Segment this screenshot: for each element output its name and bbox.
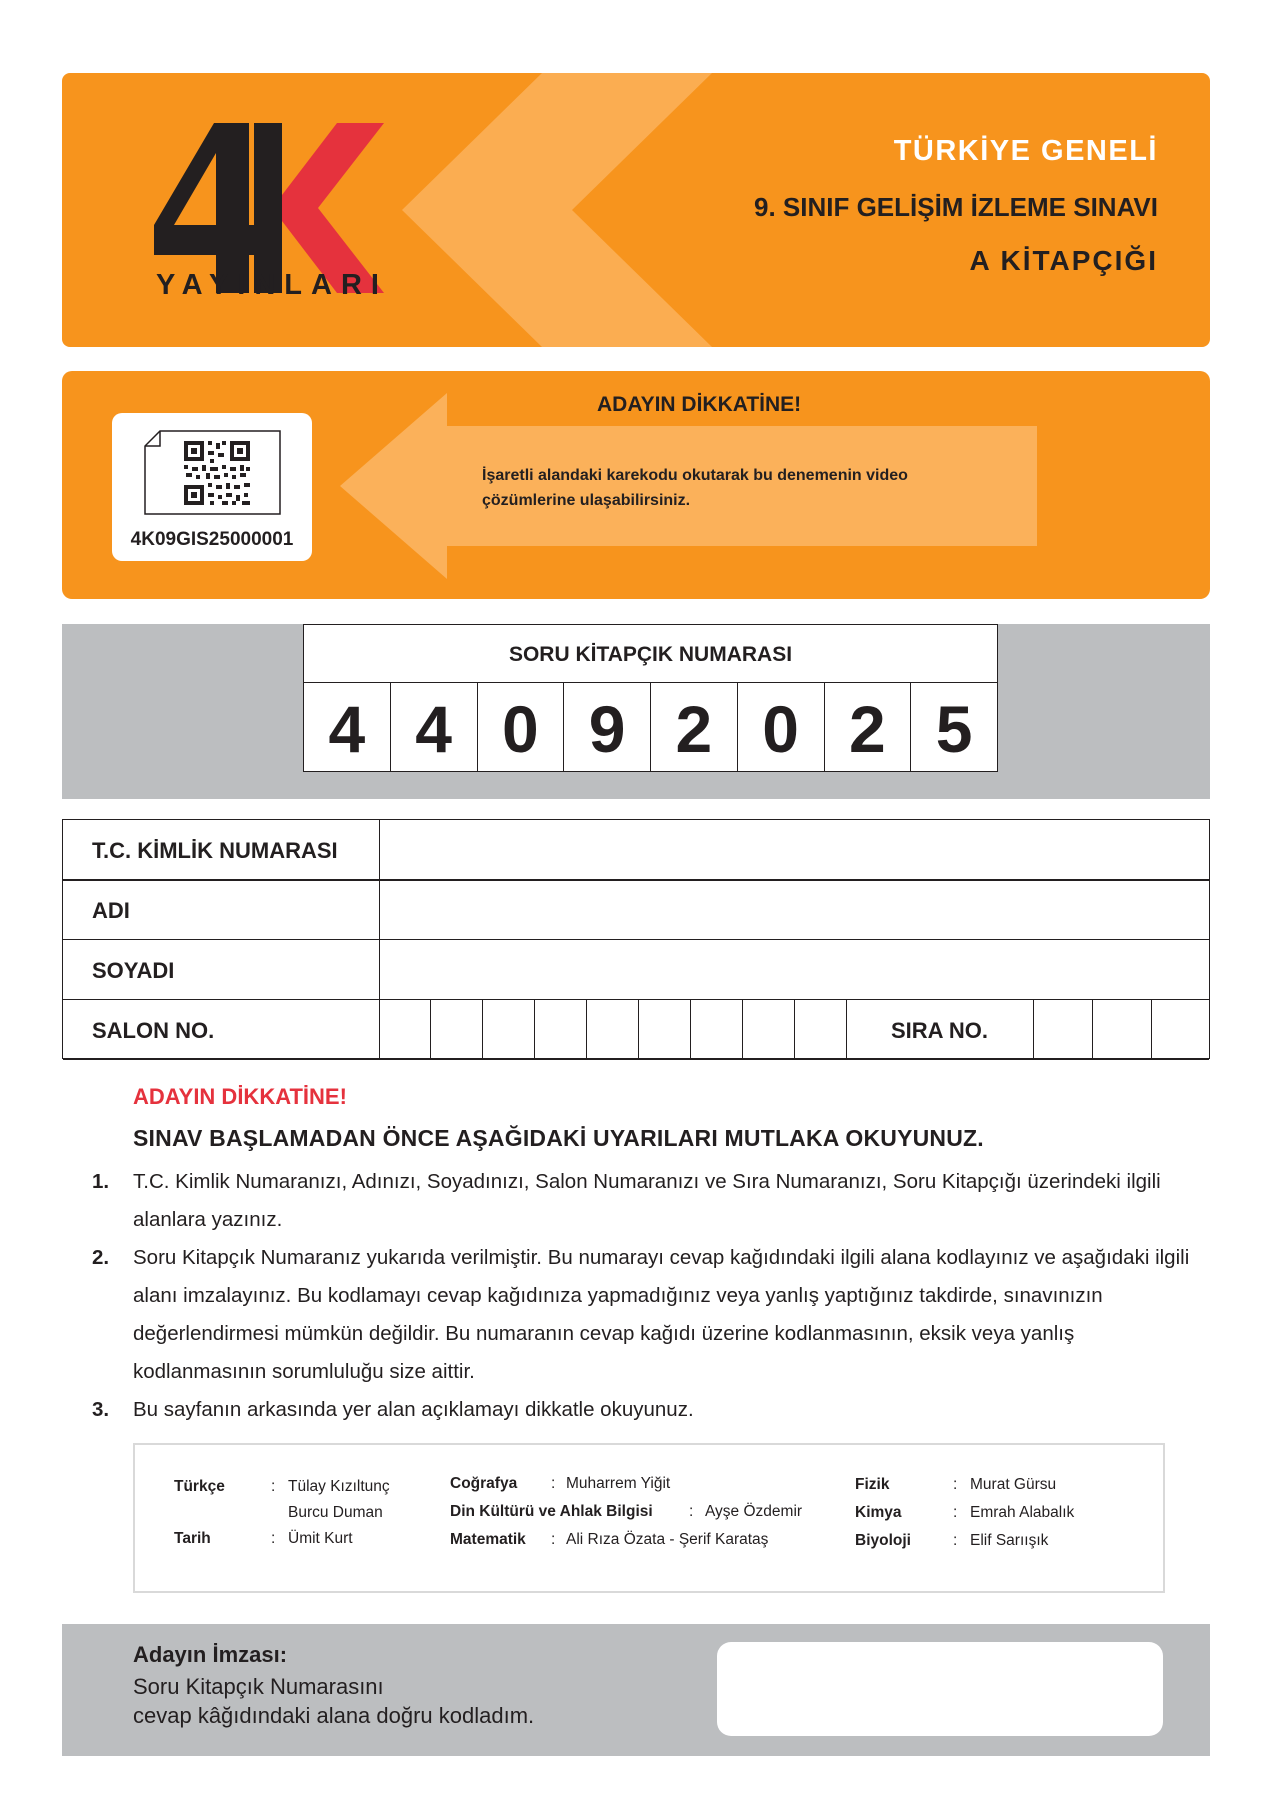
tc-label: T.C. KİMLİK NUMARASI xyxy=(92,838,338,863)
rule-number: 1. xyxy=(92,1170,110,1193)
candidate-info-table xyxy=(62,819,1210,1059)
author-label-text: Din Kültürü ve Ahlak Bilgisi xyxy=(450,1503,653,1520)
author-label-text: Coğrafya xyxy=(450,1475,518,1492)
signature-title: Adayın İmzası: xyxy=(133,1642,288,1667)
author-label-text: Matematik xyxy=(450,1531,526,1548)
sira-cells xyxy=(1033,1000,1210,1059)
header-title-1: TÜRKİYE GENELİ xyxy=(893,135,1158,167)
qr-notice-section xyxy=(62,371,1210,599)
signature-line-2: cevap kâğıdındaki alana doğru kodladım. xyxy=(133,1703,535,1728)
salon-label: SALON NO. xyxy=(92,1018,215,1043)
qr-code-label: 4K09GIS25000001 xyxy=(130,529,294,550)
rule-item xyxy=(92,1391,1192,1429)
booklet-digit: 5 xyxy=(935,692,973,766)
rule-text: Soru Kitapçık Numaranız yukarıda verilmiştir. Bu numarayı cevap kağıdındaki ilgili alana kodlayınız ve aşağıdaki ilgili alanı imzalayınız. Bu kodlamayı cevap kağıdınıza yapmadığınız veya yanlış yaptığınız takdirde, sınavınızın değerlendirmesi mümkün değildir. Bu numaranın cevap kağıdı üzerine kodlanmasının, eksik veya yanlış kodlanmasının sorumluluğu size aittir. xyxy=(133,1246,1190,1383)
booklet-number-box xyxy=(303,624,998,772)
divider xyxy=(379,940,380,999)
warning-subtitle: SINAV BAŞLAMADAN ÖNCE AŞAĞIDAKİ UYARILARI MUTLAKA OKUYUNUZ. xyxy=(133,1125,984,1151)
qr-card[interactable] xyxy=(112,413,312,561)
author-label xyxy=(855,1476,889,1494)
colon: : xyxy=(271,1478,276,1495)
author-label xyxy=(174,1478,225,1496)
rule-number: 3. xyxy=(92,1398,110,1421)
warning-title: ADAYIN DİKKATİNE! xyxy=(133,1084,347,1109)
booklet-digit: 0 xyxy=(738,683,825,771)
colon: : xyxy=(953,1504,958,1521)
booklet-digit: 4 xyxy=(391,683,478,771)
booklet-digit: 0 xyxy=(478,683,565,771)
salon-cell xyxy=(483,1000,535,1059)
authors-box xyxy=(133,1443,1165,1593)
author-label-text: Fizik xyxy=(855,1476,890,1493)
sira-cell xyxy=(1092,1000,1151,1059)
author-label-text: Biyoloji xyxy=(855,1532,911,1549)
author-label xyxy=(174,1530,211,1548)
signature-line-1: Soru Kitapçık Numarasını xyxy=(133,1674,384,1699)
warning-rules xyxy=(92,1163,1192,1429)
signature-text xyxy=(133,1672,534,1730)
qr-notice-text: İşaretli alandaki karekodu okutarak bu denemenin video çözümlerine ulaşabilirsiniz. xyxy=(482,467,908,509)
divider xyxy=(379,880,380,939)
rule-item xyxy=(92,1239,1192,1391)
divider xyxy=(379,820,380,879)
author-name: Tülay Kızıltunç xyxy=(288,1478,390,1495)
author-label-text: Kimya xyxy=(855,1504,902,1521)
author-name: Ümit Kurt xyxy=(288,1530,353,1547)
exam-header xyxy=(62,73,1210,347)
sira-cell xyxy=(1033,1000,1092,1059)
header-title-3: A KİTAPÇIĞI xyxy=(969,245,1158,276)
sira-cell xyxy=(1151,1000,1210,1059)
author-name: Elif Sarıışık xyxy=(970,1532,1049,1549)
booklet-digit: 4 xyxy=(304,683,391,771)
rule-number: 2. xyxy=(92,1246,110,1269)
booklet-digit: 2 xyxy=(825,683,912,771)
sira-label: SIRA NO. xyxy=(891,1018,988,1043)
logo-text: YAYINLARI xyxy=(156,269,388,301)
header-title-2: 9. SINIF GELİŞİM İZLEME SINAVI xyxy=(753,192,1158,222)
colon: : xyxy=(271,1530,276,1547)
name-label: ADI xyxy=(92,898,130,923)
salon-cell xyxy=(639,1000,691,1059)
signature-box[interactable] xyxy=(717,1642,1163,1736)
salon-row xyxy=(63,1000,1209,1060)
author-name: Burcu Duman xyxy=(288,1504,383,1521)
colon: : xyxy=(689,1503,694,1520)
rule-text: T.C. Kimlik Numaranızı, Adınızı, Soyadınızı, Salon Numaranızı ve Sıra Numaranızı, Soru Kitapçığı üzerindeki ilgili alanlara yazınız. xyxy=(133,1170,1161,1231)
author-label xyxy=(450,1475,517,1493)
author-name: Murat Gürsu xyxy=(970,1476,1057,1493)
salon-cell xyxy=(587,1000,639,1059)
salon-cell xyxy=(795,1000,847,1059)
author-name: Ali Rıza Özata - Şerif Karataş xyxy=(566,1531,769,1548)
author-label xyxy=(855,1532,911,1550)
surname-row xyxy=(63,940,1209,1000)
author-label-text: Tarih xyxy=(174,1530,211,1547)
salon-cell xyxy=(431,1000,483,1059)
rule-text: Bu sayfanın arkasında yer alan açıklamayı dikkatle okuyunuz. xyxy=(133,1398,694,1421)
booklet-number-title: SORU KİTAPÇIK NUMARASI xyxy=(304,625,997,683)
tc-row xyxy=(63,820,1209,880)
colon: : xyxy=(551,1531,556,1548)
booklet-digits xyxy=(304,683,997,771)
colon: : xyxy=(551,1475,556,1492)
booklet-digit: 9 xyxy=(564,683,651,771)
salon-cell xyxy=(535,1000,587,1059)
salon-cells xyxy=(379,1000,847,1059)
salon-cell xyxy=(691,1000,743,1059)
author-label xyxy=(450,1531,526,1549)
author-label xyxy=(450,1503,653,1521)
author-name: Ayşe Özdemir xyxy=(705,1503,803,1520)
surname-label: SOYADI xyxy=(92,958,175,983)
booklet-digit: 2 xyxy=(651,683,738,771)
author-name: Emrah Alabalık xyxy=(970,1504,1075,1521)
author-name: Muharrem Yiğit xyxy=(566,1475,671,1492)
qr-notice-title: ADAYIN DİKKATİNE! xyxy=(597,393,802,416)
salon-cell xyxy=(379,1000,431,1059)
author-label-text: Türkçe xyxy=(174,1478,225,1495)
author-label xyxy=(855,1504,902,1522)
salon-cell xyxy=(743,1000,795,1059)
divider xyxy=(63,880,1209,881)
colon: : xyxy=(953,1532,958,1549)
rule-item xyxy=(92,1163,1192,1239)
colon: : xyxy=(953,1476,958,1493)
name-row xyxy=(63,880,1209,940)
